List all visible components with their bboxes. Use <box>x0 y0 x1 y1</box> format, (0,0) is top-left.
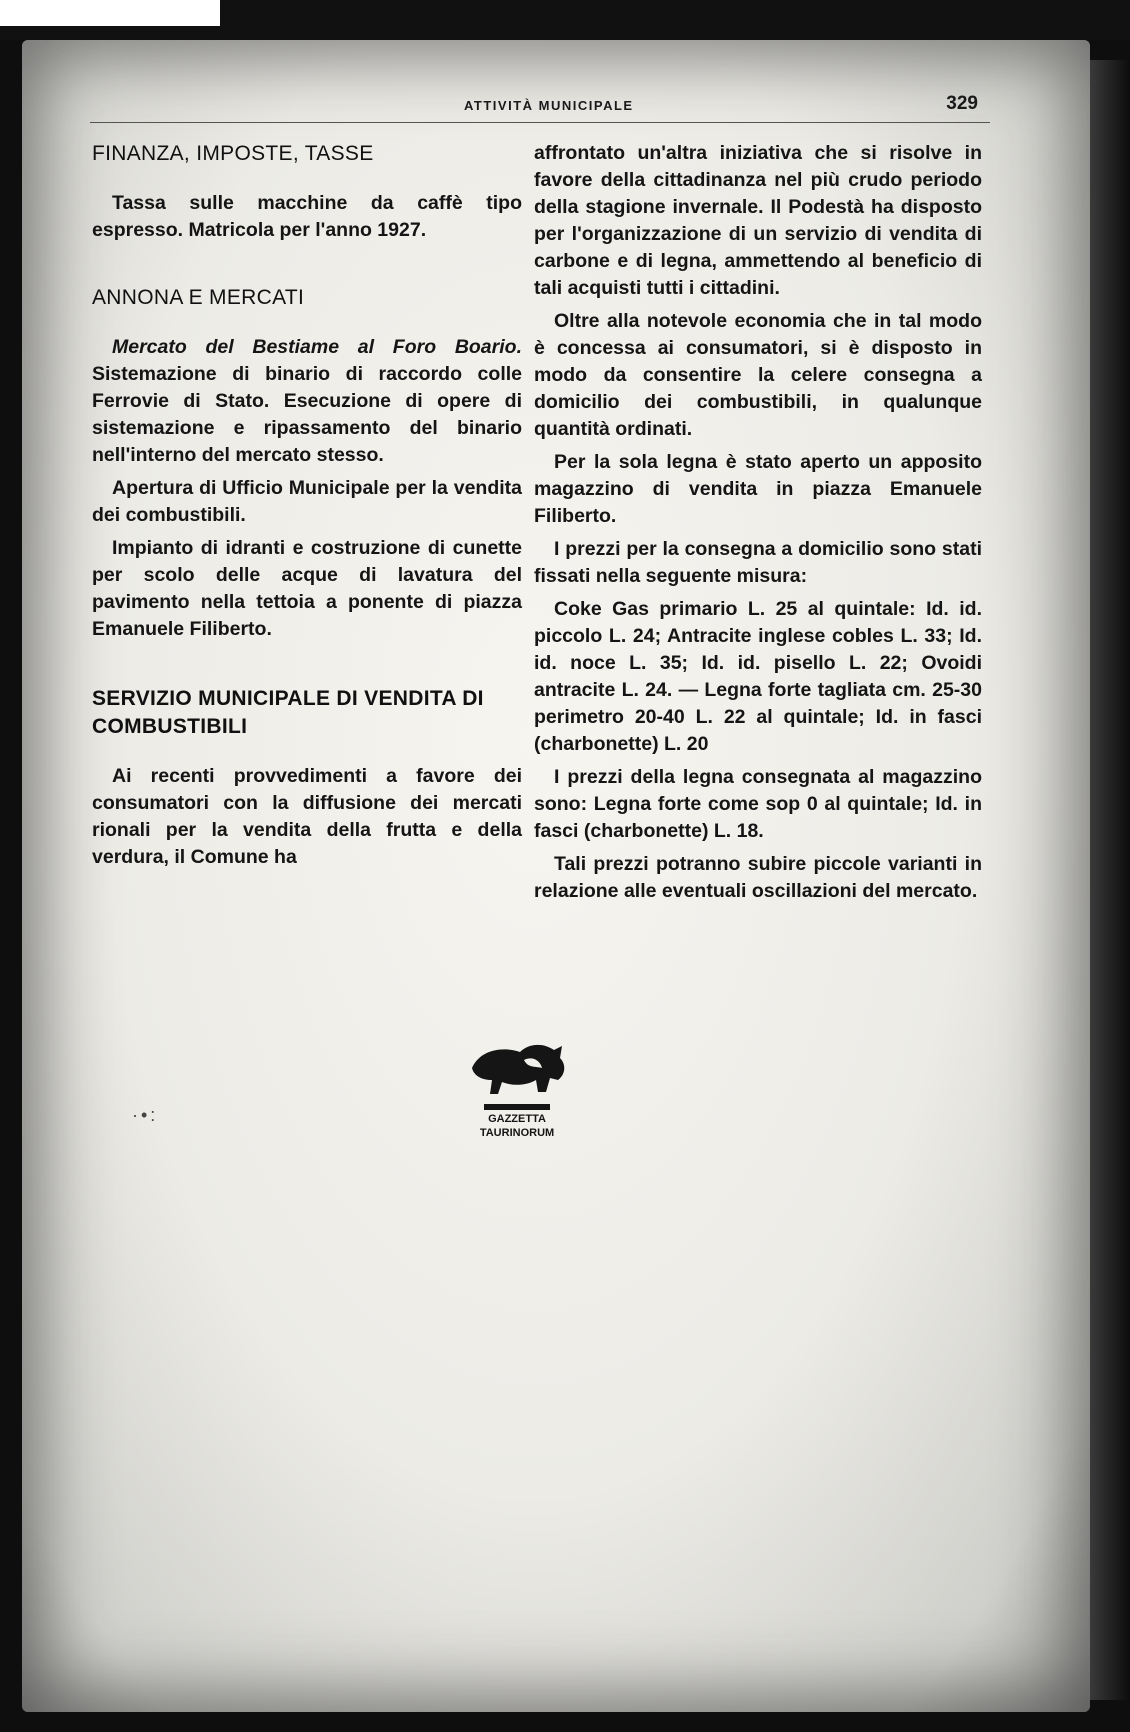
page-header <box>90 88 990 123</box>
logo-caption-1: GAZZETTA <box>488 1113 546 1125</box>
document-page <box>22 40 1090 1712</box>
page-number: 329 <box>946 93 978 114</box>
paragraph-tassa: Tassa sulle macchine da caffè tipo espresso. Matricola per l'anno 1927. <box>92 192 522 241</box>
mercato-italic-title: Mercato del Bestiame al Foro Boario. <box>112 336 522 358</box>
paragraph-economia: Oltre alla notevole economia che in tal modo è concessa ai consumatori, si è disposto in modo da consentire la celere consegna a domicilio dei combustibili, in qualunque quantità ordinati. <box>534 310 982 440</box>
section-heading-annona: ANNONA E MERCATI <box>92 286 305 309</box>
left-column <box>92 140 522 877</box>
section-heading-servizio: SERVIZIO MUNICIPALE DI VENDITA DI COMBUSTIBILI <box>92 687 484 738</box>
paragraph-listino: Coke Gas primario L. 25 al quintale: Id. id. piccolo L. 24; Antracite inglese cobles L. 33; Id. id. noce L. 35; Id. id. pisello L. 22; Ovoidi antracite L. 24. — Legna forte tagliata cm. 25-30 perimetro 20-40 L. 22 al quintale; Id. in fasci (charbonette) L. 20 <box>534 598 982 755</box>
logo-caption-2: TAURINORUM <box>479 1127 555 1139</box>
paragraph-iniziativa: affrontato un'altra iniziativa che si risolve in favore della cittadinanza nel più crudo periodo della stagione invernale. Il Podestà ha disposto per l'organizzazione di un servizio di vendita di carbone e di legna, ammettendo al beneficio di tali acquisti tutti i cittadini. <box>534 142 982 299</box>
paragraph-idranti: Impianto di idranti e costruzione di cunette per scolo delle acque di lavatura del pavimento nella tettoia a ponente di piazza Emanuele Filiberto. <box>92 537 522 640</box>
running-title: ATTIVITÀ MUNICIPALE <box>464 98 634 113</box>
paragraph-legna: Per la sola legna è stato aperto un apposito magazzino di vendita in piazza Emanuele Filiberto. <box>534 451 982 527</box>
bull-logo-icon <box>462 1030 572 1150</box>
paragraph-ufficio: Apertura di Ufficio Municipale per la vendita dei combustibili. <box>92 477 522 526</box>
paragraph-varianti: Tali prezzi potranno subire piccole varianti in relazione alle eventuali oscillazioni del mercato. <box>534 853 982 902</box>
paragraph-prezzi-magazzino: I prezzi della legna consegnata al magazzino sono: Legna forte come sop 0 al quintale; Id. in fasci (charbonette) L. 18. <box>534 766 982 842</box>
paragraph-mercato <box>92 334 522 469</box>
scan-specks: ·•: <box>132 1105 159 1125</box>
paragraph-provvedimenti: Ai recenti provvedimenti a favore dei consumatori con la diffusione dei mercati rionali per la vendita della frutta e della verdura, il Comune ha <box>92 765 522 868</box>
paragraph-prezzi-domicilio: I prezzi per la consegna a domicilio sono stati fissati nella seguente misura: <box>534 538 982 587</box>
scan-top-tab <box>0 0 220 26</box>
mercato-text: Sistemazione di binario di raccordo colle Ferrovie di Stato. Esecuzione di opere di sistemazione e ripassamento del binario nell'interno del mercato stesso. <box>92 363 522 466</box>
scan-right-border <box>1090 60 1130 1700</box>
section-heading-finanza: FINANZA, IMPOSTE, TASSE <box>92 142 374 165</box>
right-column <box>534 140 982 911</box>
